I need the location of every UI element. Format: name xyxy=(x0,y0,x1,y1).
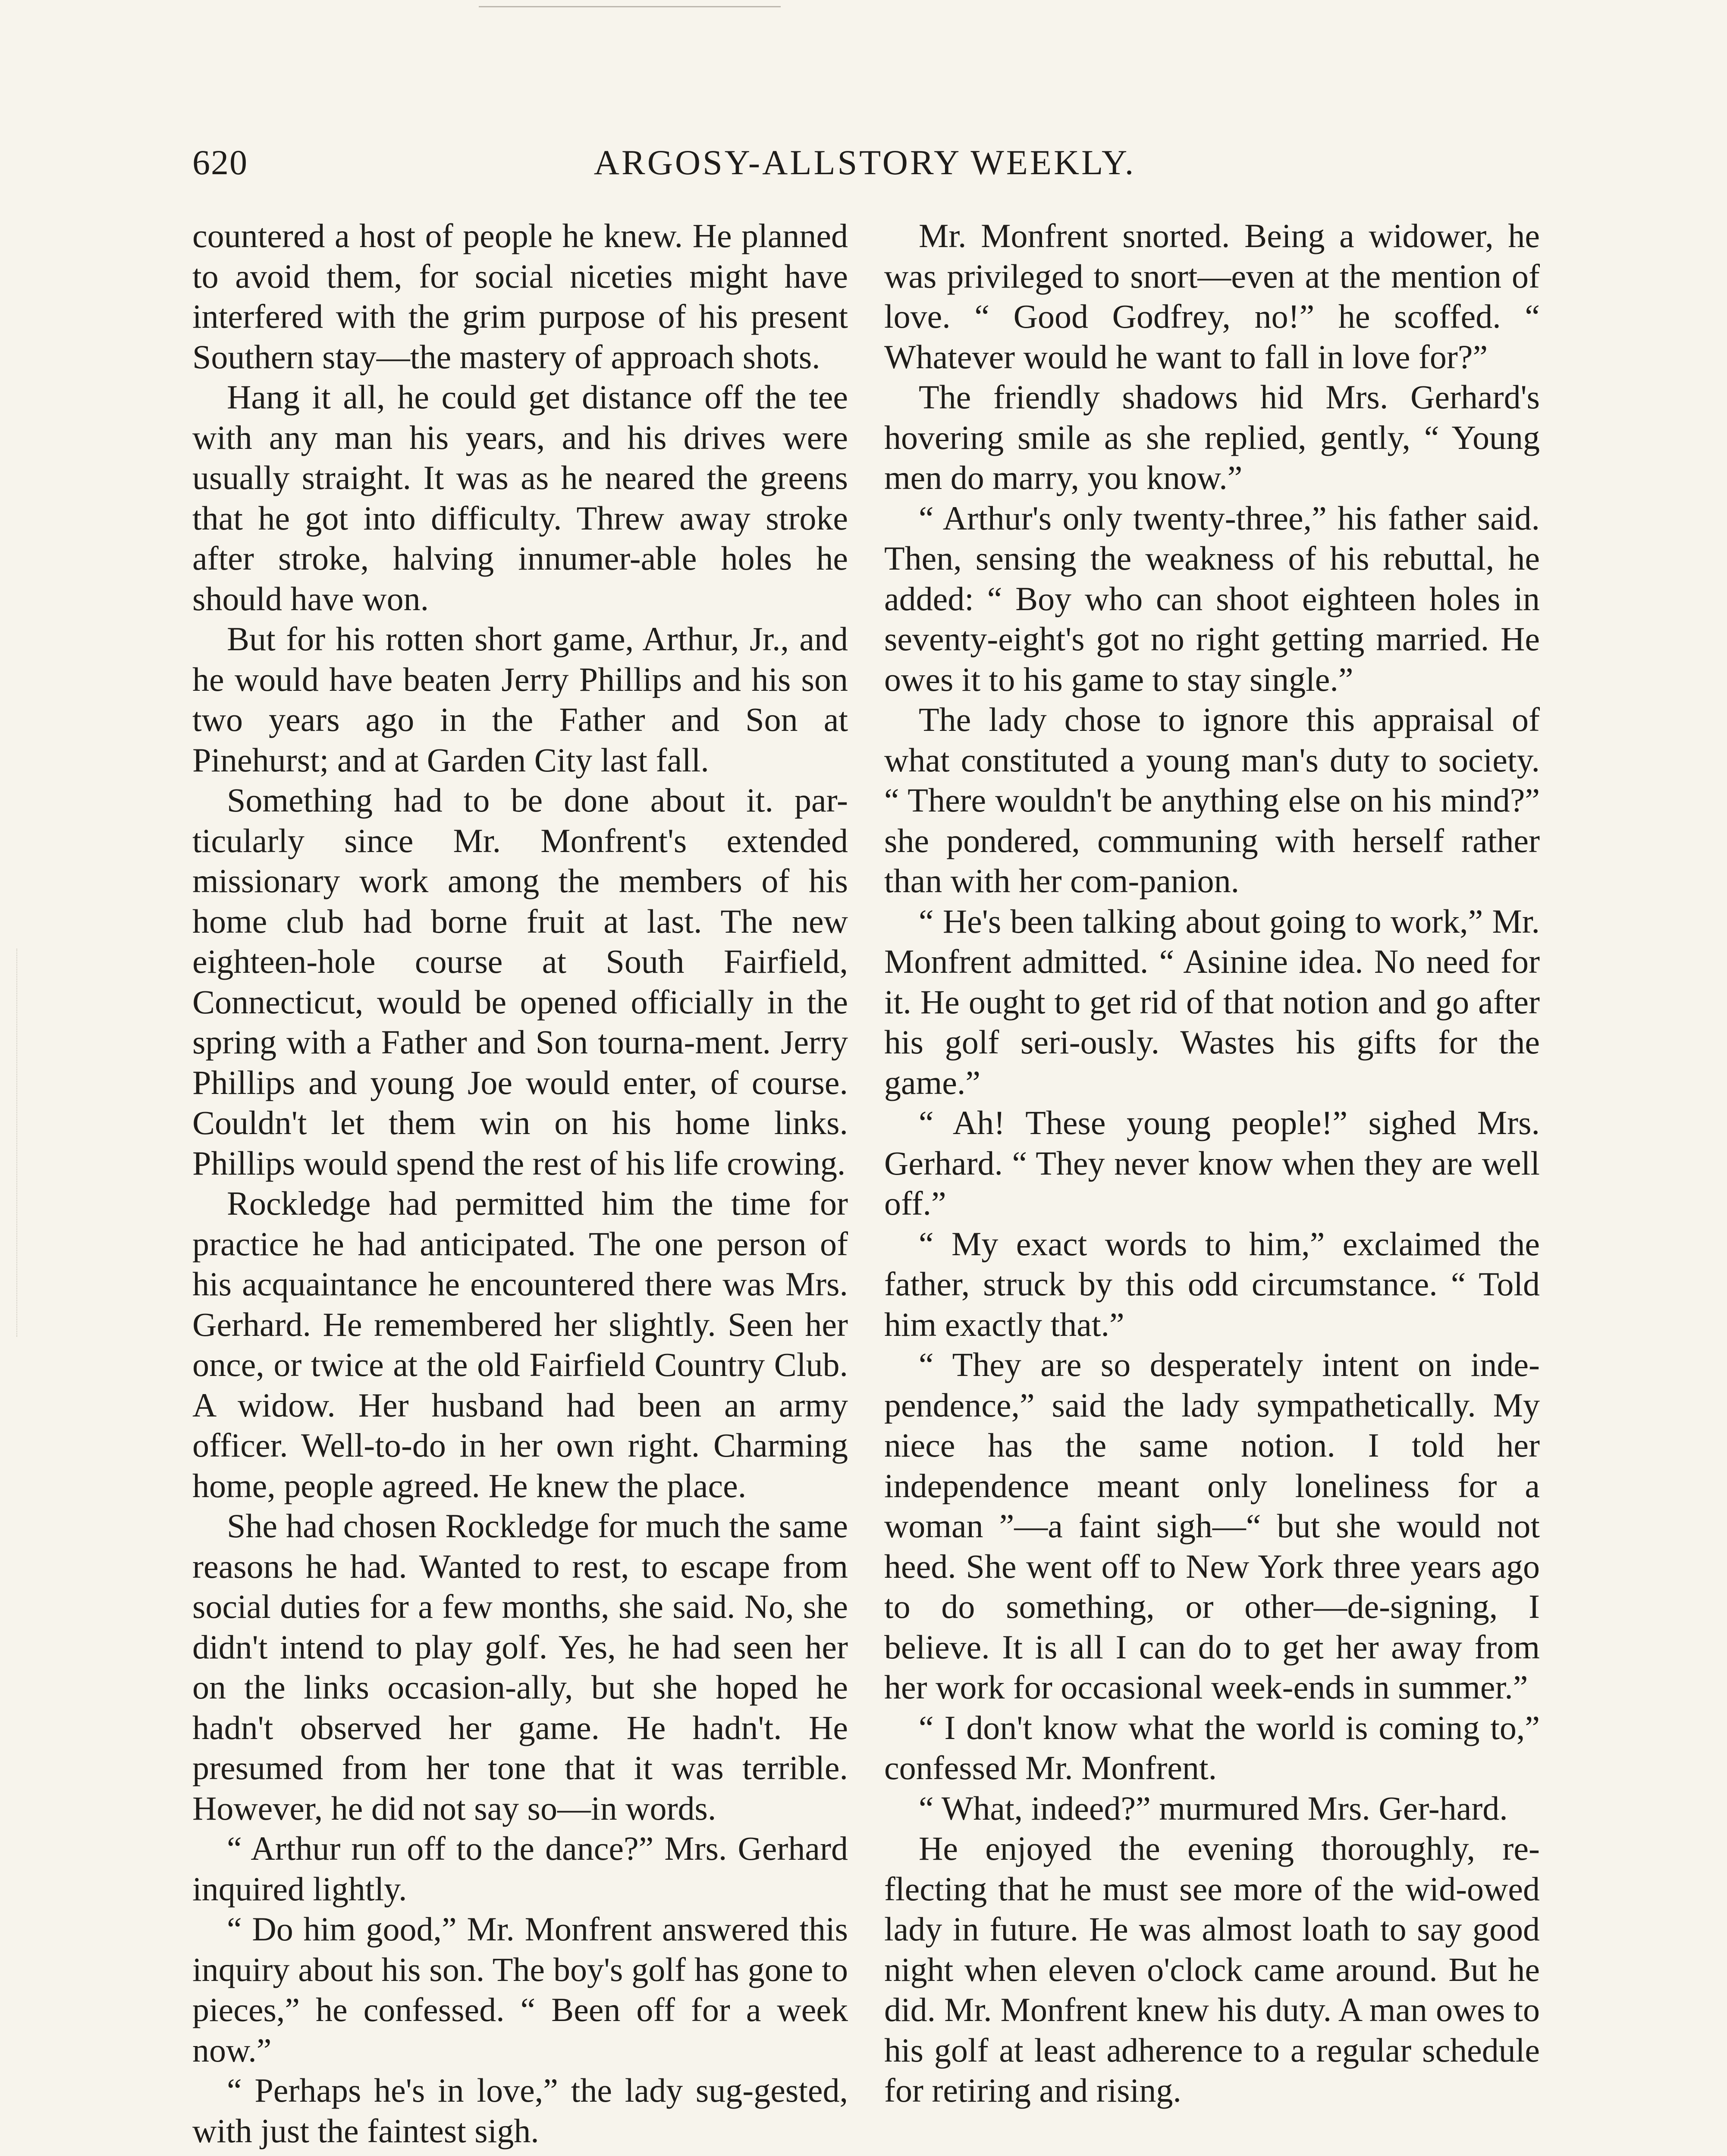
paragraph: “ They are so desperately intent on inde-pendence,” said the lady sympathetically. My niece has the same notion. I told her independence meant only loneliness for a woman ”—a faint sigh—“ but she would not heed. She went off to New York three years ago to do something, or other—de-signing, I believe. It is all I can do to get her away from her work for occasional week-ends in summer.” xyxy=(884,1346,1540,1706)
paragraph: “ Do him good,” Mr. Monfrent answered this inquiry about his son. The boy's golf has gone to pieces,” he confessed. “ Been off for a week now.” xyxy=(192,1910,848,2069)
right-column xyxy=(884,216,1540,2111)
paragraph: “ Arthur run off to the dance?” Mrs. Gerhard inquired lightly. xyxy=(192,1830,848,1908)
paragraph: Hang it all, he could get distance off the tee with any man his years, and his drives were usually straight. It was as he neared the greens that he got into difficulty. Threw away stroke after stroke, halving innumer-able holes he should have won. xyxy=(192,378,848,617)
paragraph: “ I don't know what the world is coming to,” confessed Mr. Monfrent. xyxy=(884,1708,1540,1786)
paragraph: countered a host of people he knew. He planned to avoid them, for social niceties might have interfered with the grim purpose of his present Southern stay—the mastery of approach shots. xyxy=(192,217,848,376)
running-title: ARGOSY-ALLSTORY WEEKLY. xyxy=(593,143,1136,182)
paragraph: “ Perhaps he's in love,” the lady sug-gested, with just the faintest sigh. xyxy=(192,2071,848,2150)
paragraph: “ Ah! These young people!” sighed Mrs. Gerhard. “ They never know when they are well off.” xyxy=(884,1104,1540,1222)
paragraph: She had chosen Rockledge for much the same reasons he had. Wanted to rest, to escape from social duties for a few months, she said. No, she didn't intend to play golf. Yes, he had seen her on the links occasion-ally, but she hoped he hadn't observed her game. He hadn't. He presumed from her tone that it was terrible. However, he did not say so—in words. xyxy=(192,1507,848,1827)
paragraph: He enjoyed the evening thoroughly, re-flecting that he must see more of the wid-owed lady in future. He was almost loath to say good night when eleven o'clock came around. But he did. Mr. Monfrent knew his duty. A man owes to his golf at least adherence to a regular schedule for retiring and rising. xyxy=(884,1830,1540,2109)
paragraph: Something had to be done about it. par-ticularly since Mr. Monfrent's extended missionary work among the members of his home club had borne fruit at last. The new eighteen-hole course at South Fairfield, Connecticut, would be opened officially in the spring with a Father and Son tourna-ment. Jerry Phillips and young Joe would enter, of course. Couldn't let them win on his home links. Phillips would spend the rest of his life crowing. xyxy=(192,781,848,1182)
page-header xyxy=(192,142,1537,190)
left-column xyxy=(192,216,848,2151)
paragraph: “ He's been talking about going to work,” Mr. Monfrent admitted. “ Asinine idea. No need for it. He ought to get rid of that notion and go after his golf seri-ously. Wastes his gifts for the game.” xyxy=(884,902,1540,1101)
page-number: 620 xyxy=(192,143,248,182)
paragraph: “ Arthur's only twenty-three,” his father said. Then, sensing the weakness of his rebuttal, he added: “ Boy who can shoot eighteen holes in seventy-eight's got no right getting married. He owes it to his game to stay single.” xyxy=(884,499,1540,698)
scan-edge-mark xyxy=(479,6,781,10)
margin-scan-marks xyxy=(16,949,23,1337)
paragraph: The friendly shadows hid Mrs. Gerhard's hovering smile as she replied, gently, “ Young men do marry, you know.” xyxy=(884,378,1540,496)
paragraph: “ What, indeed?” murmured Mrs. Ger-hard. xyxy=(919,1789,1508,1827)
paragraph: Mr. Monfrent snorted. Being a widower, he was privileged to snort—even at the mention of love. “ Good Godfrey, no!” he scoffed. “ Whatever would he want to fall in love for?” xyxy=(884,217,1540,376)
paragraph: “ My exact words to him,” exclaimed the father, struck by this odd circumstance. “ Told him exactly that.” xyxy=(884,1225,1540,1343)
paragraph: But for his rotten short game, Arthur, Jr., and he would have beaten Jerry Phillips and his son two years ago in the Father and Son at Pinehurst; and at Garden City last fall. xyxy=(192,620,848,779)
paragraph: The lady chose to ignore this appraisal of what constituted a young man's duty to society. “ There wouldn't be anything else on his mind?” she pondered, communing with herself rather than with her com-panion. xyxy=(884,701,1540,899)
paragraph: Rockledge had permitted him the time for practice he had anticipated. The one person of his acquaintance he encountered there was Mrs. Gerhard. He remembered her slightly. Seen her once, or twice at the old Fairfield Country Club. A widow. Her husband had been an army officer. Well-to-do in her own right. Charming home, people agreed. He knew the place. xyxy=(192,1185,848,1504)
